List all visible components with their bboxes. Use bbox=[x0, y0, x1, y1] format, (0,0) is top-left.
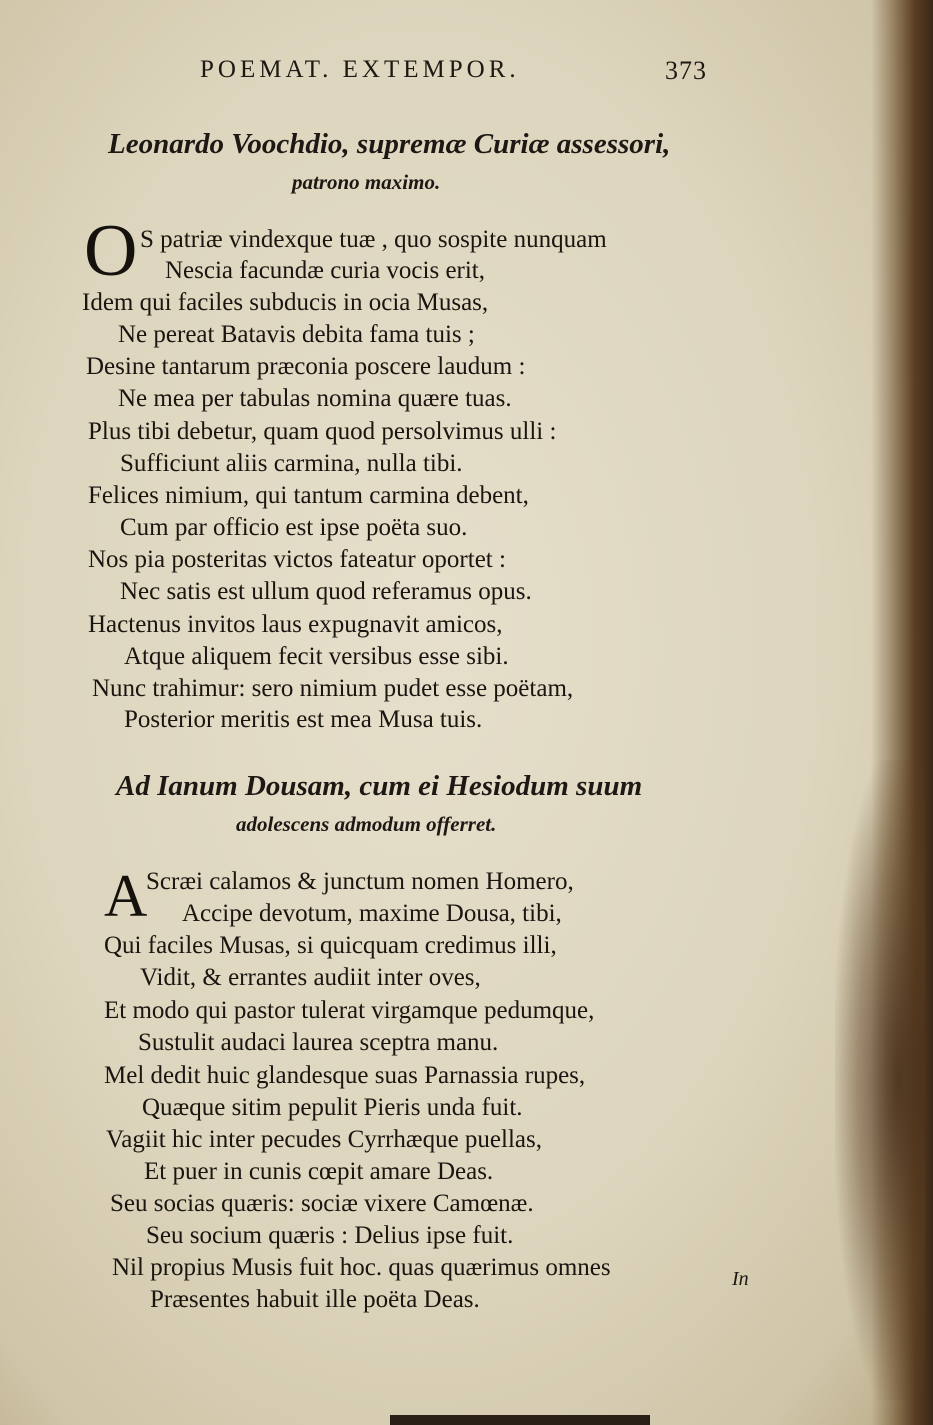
poem2-line: Sustulit audaci laurea sceptra manu. bbox=[138, 1029, 499, 1056]
poem2-line: Mel dedit huic glandesque suas Parnassia rupes, bbox=[104, 1062, 586, 1089]
poem1-subtitle: patrono maximo. bbox=[292, 170, 441, 194]
poem1-line: Ne mea per tabulas nomina quære tuas. bbox=[118, 385, 512, 412]
poem2-title: Ad Ianum Dousam, cum ei Hesiodum suum bbox=[116, 770, 643, 802]
binding-band bbox=[390, 1415, 650, 1425]
poem2-line: Et modo qui pastor tulerat virgamque pedumque, bbox=[104, 997, 595, 1024]
poem2-line: Accipe devotum, maxime Dousa, tibi, bbox=[182, 900, 562, 927]
poem1-line: S patriæ vindexque tuæ , quo sospite nunquam bbox=[140, 226, 607, 253]
poem1-line: Nescia facundæ curia vocis erit, bbox=[165, 257, 486, 284]
poem2-line: Quæque sitim pepulit Pieris unda fuit. bbox=[142, 1094, 523, 1121]
poem1-line: Hactenus invitos laus expugnavit amicos, bbox=[88, 611, 503, 638]
poem1-line: Plus tibi debetur, quam quod persolvimus ulli : bbox=[88, 418, 557, 445]
poem1-dropcap: O bbox=[84, 210, 138, 292]
poem1-line: Nec satis est ullum quod referamus opus. bbox=[120, 578, 532, 605]
poem1-title: Leonardo Voochdio, supremæ Curiæ assessori, bbox=[108, 128, 671, 160]
poem1-line: Idem qui faciles subducis in ocia Musas, bbox=[82, 289, 489, 316]
poem1-line: Atque aliquem fecit versibus esse sibi. bbox=[124, 643, 509, 670]
catchword: In bbox=[732, 1268, 749, 1290]
poem2-line: Et puer in cunis cœpit amare Deas. bbox=[144, 1158, 494, 1185]
running-head: POEMAT. EXTEMPOR. bbox=[200, 56, 520, 83]
poem1-line: Cum par officio est ipse poëta suo. bbox=[120, 514, 468, 541]
poem2-line: Scræi calamos & junctum nomen Homero, bbox=[146, 868, 574, 895]
poem2-line: Vagiit hic inter pecudes Cyrrhæque puellas, bbox=[106, 1126, 542, 1153]
poem1-line: Ne pereat Batavis debita fama tuis ; bbox=[118, 321, 475, 348]
poem2-line: Præsentes habuit ille poëta Deas. bbox=[150, 1286, 480, 1313]
poem2-line: Seu socias quæris: sociæ vixere Camœnæ. bbox=[110, 1190, 534, 1217]
poem1-line: Nos pia posteritas victos fateatur oportet : bbox=[88, 546, 506, 573]
poem2-line: Vidit, & errantes audiit inter oves, bbox=[140, 964, 481, 991]
page-number: 373 bbox=[665, 56, 707, 85]
poem2-line: Qui faciles Musas, si quicquam credimus illi, bbox=[104, 932, 557, 959]
poem2-line: Nil propius Musis fuit hoc. quas quærimus omnes bbox=[112, 1254, 611, 1281]
poem1-line: Desine tantarum præconia poscere laudum : bbox=[86, 353, 526, 380]
poem1-line: Nunc trahimur: sero nimium pudet esse poëtam, bbox=[92, 675, 574, 702]
poem2-subtitle: adolescens admodum offerret. bbox=[236, 812, 497, 836]
poem1-line: Sufficiunt aliis carmina, nulla tibi. bbox=[120, 450, 463, 477]
poem1-line: Felices nimium, qui tantum carmina debent, bbox=[88, 482, 529, 509]
poem2-dropcap: A bbox=[104, 863, 148, 929]
poem2-line: Seu socium quæris : Delius ipse fuit. bbox=[146, 1222, 514, 1249]
poem1-line: Posterior meritis est mea Musa tuis. bbox=[124, 706, 483, 733]
